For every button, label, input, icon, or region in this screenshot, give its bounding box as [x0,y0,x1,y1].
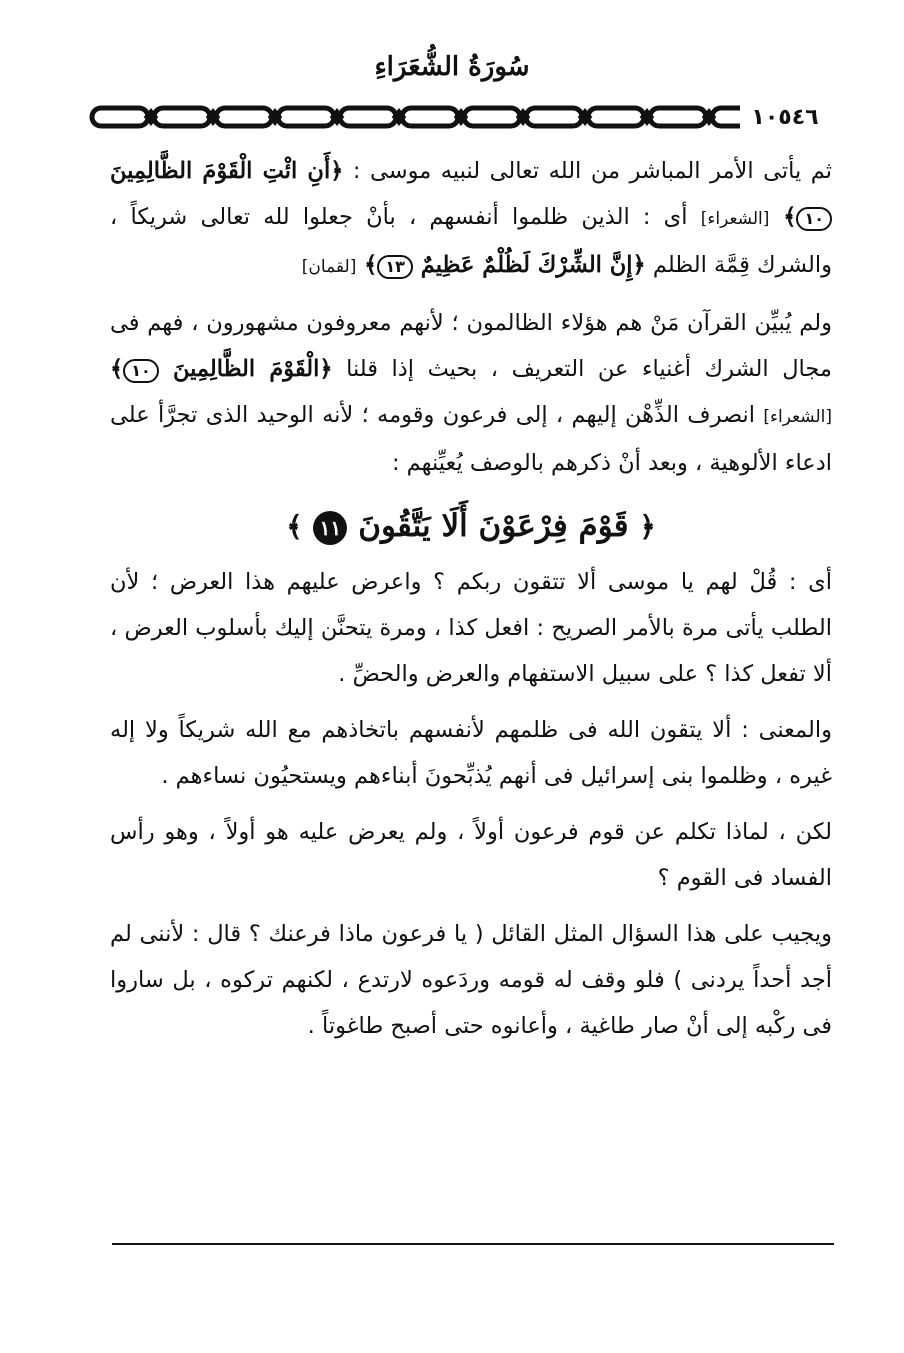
verse-number: ١١ [313,511,347,545]
paragraphs-after-verse [110,559,832,1049]
text-run: لكن ، لماذا تكلم عن قوم فرعون أولاً ، ولم يعرض عليه هو أولاً ، وهو رأس الفساد فى القوم ؟ [110,819,832,891]
surah-reference: [الشعراء] [763,407,832,427]
text-run: انصرف الذِّهْن إليهم ، إلى فرعون وقومه ؛ لأنه الوحيد الذى تجرَّأ على ادعاء الألوهية ، وبعد أنْ ذكرهم بالوصف يُعيِّنهم : [110,402,832,476]
decorative-border-icon [88,98,848,136]
page-number: ١٠٥٤٦ [740,104,830,132]
paragraph [110,300,832,486]
quran-quote: ﴿الْقَوْمَ الظَّالِمِينَ [158,356,333,382]
paragraph [110,707,832,799]
paragraph [110,911,832,1049]
quran-quote: ﴿إِنَّ الشِّرْكَ لَظُلْمٌ عَظِيمٌ [412,252,646,278]
text-run: ثم يأتى الأمر المباشر من الله تعالى لنبيه موسى : [343,158,832,184]
text-run: ولم يُبيِّن القرآن مَنْ هم هؤلاء الظالمون ؛ لأنهم معروفون مشهورون ، فهم فى مجال الشرك أغنياء عن التعريف ، بحيث إذا قلنا [110,310,832,382]
commentary-body [110,148,832,1059]
ayah-number: ١٠ [796,207,832,231]
paragraph [110,559,832,697]
quran-quote: ﴿أَنِ ائْتِ الْقَوْمَ الظَّالِمِينَ [110,158,344,184]
text-run: ويجيب على هذا السؤال المثل القائل ( يا فرعون ماذا فرعنك ؟ قال : لأننى لم أجد أحداً يردنى ) فلو وقف له قومه وردَعوه لارتدع ، لكنهم تركوه ، بل ساروا فى ركْبه إلى أنْ صار طاغية ، وأعانوه حتى أصبح طاغوتاً . [110,921,832,1039]
verse-close-ornament: ﴾ [286,510,303,543]
verse-text: قَوْمَ فِرْعَوْنَ أَلَا يَتَّقُونَ [358,508,629,544]
text-run: أى : الذين ظلموا أنفسهم ، بأنْ جعلوا لله تعالى شريكاً ، والشرك قِمَّة الظلم [110,204,832,278]
text-run: والمعنى : ألا يتقون الله فى ظلمهم لأنفسهم باتخاذهم مع الله شريكاً ولا إله غيره ، وظلموا بنى إسرائيل فى أنهم يُذبِّحونَ أبناءهم ويستحيُون نساءهم . [110,717,832,789]
quran-quote: ﴾ [356,252,378,278]
verse-block [110,496,832,557]
verse-open-ornament: ﴿ [639,510,656,543]
quran-quote: ﴾ [769,204,797,230]
quran-quote: ﴾ [110,356,124,382]
paragraph [110,809,832,901]
ayah-number: ١٣ [377,255,413,279]
surah-reference: [الشعراء] [700,209,770,229]
paragraphs-before-verse [110,148,832,486]
surah-reference: [لقمان] [301,257,357,277]
paragraph [110,148,832,290]
surah-title: سُورَةُ الشُّعَرَاءِ [374,52,530,82]
ayah-number: ١٠ [123,359,159,383]
text-run: أى : قُلْ لهم يا موسى ألا تتقون ربكم ؟ واعرض عليهم هذا العرض ؛ لأن الطلب يأتى مرة بالأمر الصريح : افعل كذا ، ومرة يتحنَّن إليك بأسلوب العرض ، ألا تفعل كذا ؟ على سبيل الاستفهام والعرض والحضِّ . [110,569,832,687]
footer-rule [112,1243,834,1245]
